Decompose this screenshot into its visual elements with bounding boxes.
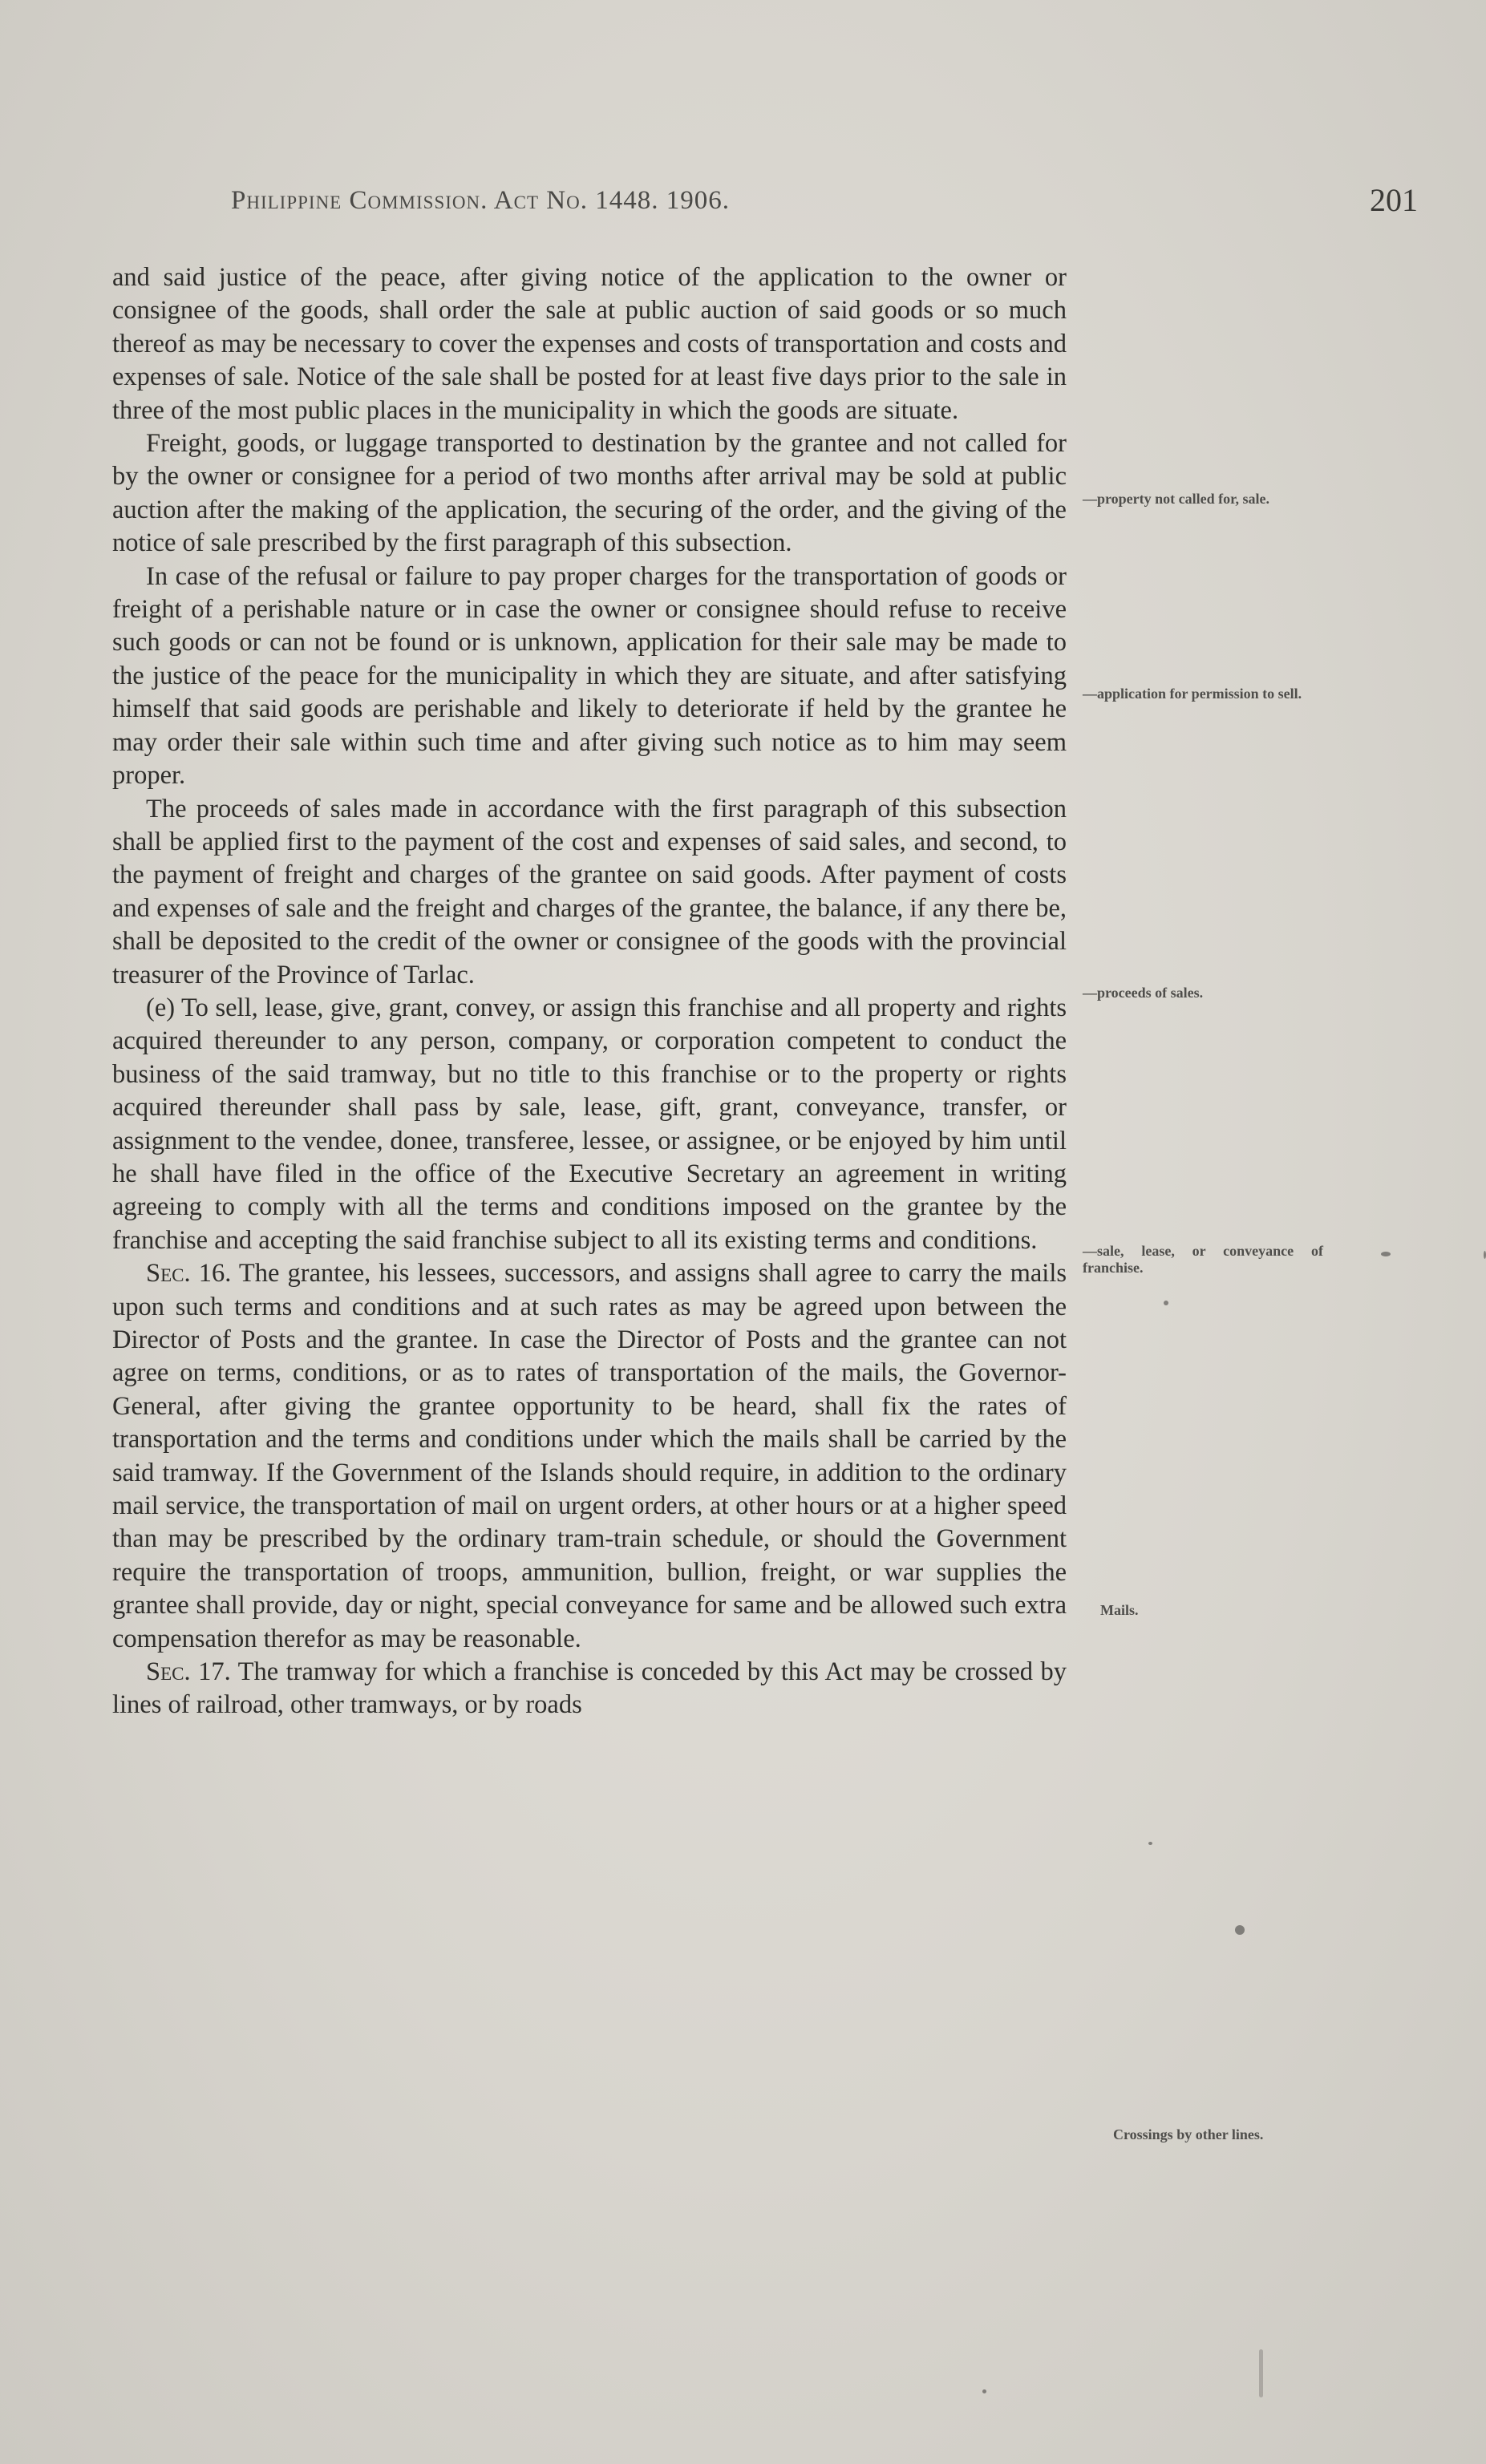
page-header — [231, 181, 1418, 229]
scan-speck — [1259, 2349, 1263, 2397]
side-note-property-not-called-for: —property not called for, sale. — [1083, 491, 1269, 507]
paragraph-3: In case of the refusal or failure to pay proper charges for the transportation of goods or freight of a perishable nature or in case the owner or consignee should refuse to receive such goods or can not be found or is unknown, application for their sale may be made to the justice of the peace for the municipality in which they are situate, and after satisfying himself that said goods are perishable and likely to deteriorate if held by the grantee he may order their sale within such time and after giving such notice as to him may seem proper. — [112, 561, 1067, 791]
scan-speck — [1235, 1925, 1245, 1935]
side-note-application-to-sell: —application for permission to sell. — [1083, 686, 1302, 702]
running-head: Philippine Commission. Act No. 1448. 1906. — [231, 186, 730, 215]
section-17-text: The tramway for which a franchise is conceded by this Act may be crossed by lines of railroad, other tramways, or by roads — [112, 1657, 1067, 1720]
side-note-crossings: Crossings by other lines. — [1113, 2126, 1264, 2142]
scan-speck — [1148, 1842, 1152, 1845]
section-16-paragraph — [112, 1257, 1067, 1656]
side-note-sale-of-franchise: —sale, lease, or conveyance of franchise. — [1083, 1243, 1323, 1276]
paragraph-5: (e) To sell, lease, give, grant, convey, or assign this franchise and all property and rights acquired thereunder to any person, company, or corporation competent to conduct the business of the said tramway, but no title to this franchise or to the property or rights acquired thereunder shall pass by sale, lease, gift, grant, conveyance, transfer, or assignment to the vendee, donee, transferee, lessee, or assignee, or be enjoyed by him until he shall have filed in the office of the Executive Secretary an agreement in writing agreeing to comply with all the terms and conditions imposed on the grantee by the franchise and accepting the said franchise subject to all its existing terms and conditions. — [112, 993, 1067, 1255]
section-16-heading: Sec. 16. — [146, 1259, 232, 1289]
section-17-heading: Sec. 17. — [146, 1657, 231, 1687]
scan-speck — [1164, 1301, 1168, 1305]
side-note-mails: Mails. — [1100, 1602, 1139, 1618]
body-text — [112, 261, 1067, 1722]
section-17-paragraph — [112, 1656, 1067, 1722]
scan-speck — [982, 2389, 986, 2393]
side-note-proceeds-of-sales: —proceeds of sales. — [1083, 985, 1204, 1001]
scan-speck — [1381, 1252, 1391, 1256]
paragraph-4: The proceeds of sales made in accordance with the first paragraph of this subsection shall be applied first to the payment of the cost and expenses of said sales, and second, to the payment of freight and charges of the grantee on said goods. After payment of costs and expenses of sale and the freight and charges of the grantee, the balance, if any there be, shall be deposited to the credit of the owner or consignee of the goods with the provincial treasurer of the Province of Tarlac. — [112, 794, 1067, 989]
page-number: 201 — [1370, 182, 1418, 218]
section-16-text: The grantee, his lessees, successors, and assigns shall agree to carry the mails upon such terms and conditions and at such rates as may be agreed upon between the Director of Posts and the grantee. In case the Director of Posts and the grantee can not agree on terms, conditions, or as to rates of transportation of the mails, the Governor-General, after giving the grantee opportunity to be heard, shall fix the rates of transportation and the terms and conditions under which the mails shall be carried by the said tramway. If the Government of the Islands should require, in addition to the ordinary mail service, the transportation of mail on urgent orders, at other hours or at a higher speed than may be prescribed by the ordinary tram-train schedule, or should the Government require the transportation of troops, ammunition, bullion, freight, or war supplies the grantee shall provide, day or night, special conveyance for same and be allowed such extra compensation therefor as may be reasonable. — [112, 1259, 1067, 1653]
paragraph-1: and said justice of the peace, after giving notice of the application to the owner or consignee of the goods, shall order the sale at public auction of said goods or so much thereof as may be necessary to cover the expenses and costs of transportation and costs and expenses of sale. Notice of the sale shall be posted for at least five days prior to the sale in three of the most public places in the municipality in which the goods are situate. — [112, 263, 1067, 425]
paragraph-2: Freight, goods, or luggage transported to destination by the grantee and not called for by the owner or consignee for a period of two months after arrival may be sold at public auction after the making of the application, the securing of the order, and the giving of the notice of sale prescribed by the first paragraph of this subsection. — [112, 429, 1067, 558]
